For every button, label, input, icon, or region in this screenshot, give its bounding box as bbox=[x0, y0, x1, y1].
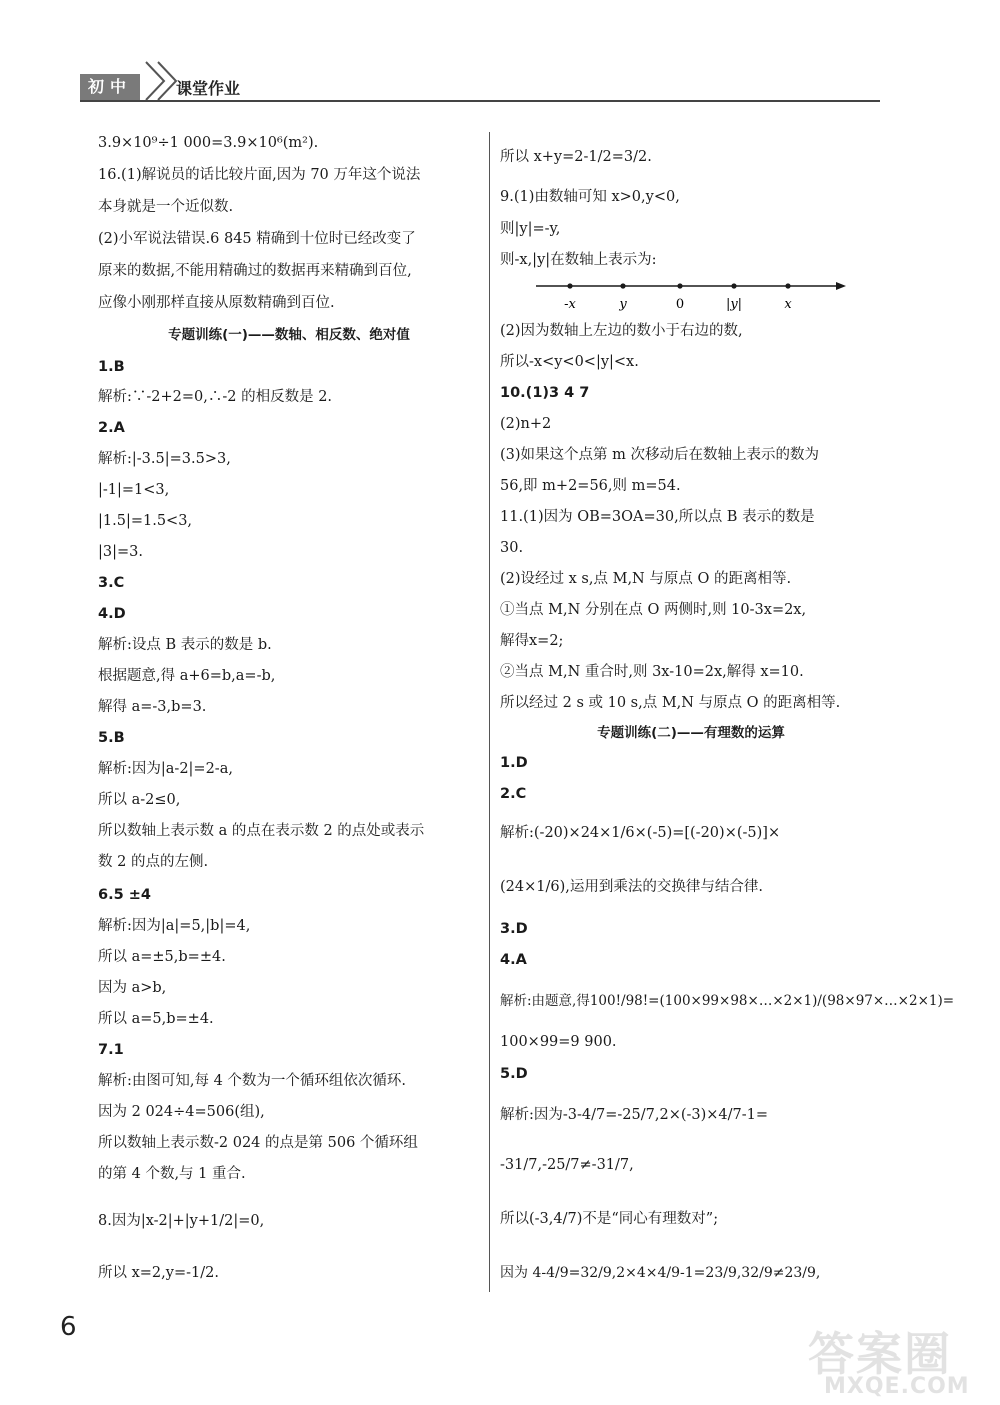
label-neg-x: -x bbox=[564, 297, 576, 312]
level-badge: 初中 bbox=[80, 74, 140, 100]
text-line: 所以经过 2 s 或 10 s,点 M,N 与原点 O 的距离相等. bbox=[500, 695, 841, 711]
text-line: 所以数轴上表示数 a 的点在表示数 2 的点处或表示 bbox=[98, 823, 425, 839]
text-line: 解析:由题意,得100!/98!=(100×99×98×…×2×1)/(98×97×…×2×1)= bbox=[500, 993, 955, 1009]
text-line: ①当点 M,N 分别在点 O 两侧时,则 10-3x=2x, bbox=[500, 602, 807, 618]
text-line: (2)小军说法错误.6 845 精确到十位时已经改变了 bbox=[98, 231, 416, 247]
text-line: 30. bbox=[500, 540, 524, 556]
text-line: 所以-x<y<0<|y|<x. bbox=[500, 354, 639, 370]
text-line: 8.因为|x-2|+|y+1/2|=0, bbox=[98, 1213, 265, 1229]
answer-line: 2.A bbox=[98, 420, 125, 436]
point-abs-y bbox=[731, 283, 736, 288]
label-zero: 0 bbox=[675, 297, 685, 312]
label-y: y bbox=[619, 297, 627, 312]
section-heading: 专题训练(一)——数轴、相反数、绝对值 bbox=[168, 327, 410, 343]
text-line: 所以 x=2,y=-1/2. bbox=[98, 1265, 219, 1281]
header-rule bbox=[80, 100, 880, 102]
watermark bbox=[808, 1318, 998, 1398]
text-line: 所以(-3,4/7)不是“同心有理数对”; bbox=[500, 1211, 719, 1227]
point-neg-x bbox=[567, 283, 572, 288]
text-line: 本身就是一个近似数. bbox=[98, 199, 234, 215]
text-line: 11.(1)因为 OB=3OA=30,所以点 B 表示的数是 bbox=[500, 509, 815, 525]
answer-line: 2.C bbox=[500, 786, 527, 802]
text-line: 解得x=2; bbox=[500, 633, 564, 649]
text-line: (2)设经过 x s,点 M,N 与原点 O 的距离相等. bbox=[500, 571, 792, 587]
answer-line: 1.D bbox=[500, 755, 528, 771]
text-line: 解析:(-20)×24×1/6×(-5)=[(-20)×(-5)]× bbox=[500, 825, 781, 841]
text-line: 解得 a=-3,b=3. bbox=[98, 699, 207, 715]
text-line: 则-x,|y|在数轴上表示为: bbox=[500, 252, 657, 268]
column-divider bbox=[489, 132, 490, 1292]
answer-line: 3.C bbox=[98, 575, 125, 591]
answer-line: 10.(1)3 4 7 bbox=[500, 385, 590, 401]
answer-line: 4.D bbox=[98, 606, 126, 622]
text-line: 因为 2 024÷4=506(组), bbox=[98, 1104, 265, 1120]
text-line: 16.(1)解说员的话比较片面,因为 70 万年这个说法 bbox=[98, 167, 421, 183]
text-line: 所以 a=5,b=±4. bbox=[98, 1011, 214, 1027]
text-line: 解析:因为|a|=5,|b|=4, bbox=[98, 918, 251, 934]
text-line: 所以 a-2≤0, bbox=[98, 792, 181, 808]
book-title: 课堂作业 bbox=[176, 79, 241, 98]
text-line: 所以 a=±5,b=±4. bbox=[98, 949, 226, 965]
text-line: 根据题意,得 a+6=b,a=-b, bbox=[98, 668, 276, 684]
text-line: 解析:因为-3-4/7=-25/7,2×(-3)×4/7-1= bbox=[500, 1107, 769, 1123]
text-line: 所以 x+y=2-1/2=3/2. bbox=[500, 149, 652, 165]
text-line: 解析:∵-2+2=0,∴-2 的相反数是 2. bbox=[98, 389, 333, 405]
answer-line: 6.5 ±4 bbox=[98, 887, 151, 903]
text-line: |3|=3. bbox=[98, 544, 143, 560]
answer-line: 7.1 bbox=[98, 1042, 124, 1058]
watermark-text: 答案圈 bbox=[808, 1327, 952, 1381]
answer-line: 5.B bbox=[98, 730, 125, 746]
text-line: 解析:设点 B 表示的数是 b. bbox=[98, 637, 272, 653]
text-line: 3.9×10⁹÷1 000=3.9×10⁶(m²). bbox=[98, 135, 319, 151]
answer-line: 4.A bbox=[500, 952, 527, 968]
text-line: |1.5|=1.5<3, bbox=[98, 513, 193, 529]
text-line: 应像小刚那样直接从原数精确到百位. bbox=[98, 295, 335, 311]
text-line: |-1|=1<3, bbox=[98, 482, 170, 498]
text-line: 56,即 m+2=56,则 m=54. bbox=[500, 478, 681, 494]
text-line: 9.(1)由数轴可知 x>0,y<0, bbox=[500, 189, 680, 205]
page-number: 6 bbox=[60, 1312, 77, 1342]
answer-line: 5.D bbox=[500, 1066, 528, 1082]
text-line: -31/7,-25/7≠-31/7, bbox=[500, 1157, 634, 1173]
text-line: 原来的数据,不能用精确过的数据再来精确到百位, bbox=[98, 263, 412, 279]
text-line: 解析:因为|a-2|=2-a, bbox=[98, 761, 233, 777]
text-line: (2)因为数轴上左边的数小于右边的数, bbox=[500, 323, 743, 339]
text-line: 100×99=9 900. bbox=[500, 1034, 617, 1050]
label-abs-y: |y| bbox=[725, 297, 743, 312]
answer-line: 3.D bbox=[500, 921, 528, 937]
watermark-site: MXQE.COM bbox=[824, 1374, 970, 1399]
text-line: 因为 a>b, bbox=[98, 980, 167, 996]
text-line: 数 2 的点的左侧. bbox=[98, 854, 209, 870]
point-zero bbox=[677, 283, 682, 288]
text-line: ②当点 M,N 重合时,则 3x-10=2x,解得 x=10. bbox=[500, 664, 804, 680]
text-line: (24×1/6),运用到乘法的交换律与结合律. bbox=[500, 879, 763, 895]
text-line: (3)如果这个点第 m 次移动后在数轴上表示的数为 bbox=[500, 447, 820, 463]
answer-line: 1.B bbox=[98, 359, 125, 375]
text-line: 因为 4-4/9=32/9,2×4×4/9-1=23/9,32/9≠23/9, bbox=[500, 1265, 821, 1281]
text-line: 解析:|-3.5|=3.5>3, bbox=[98, 451, 231, 467]
text-line: 则|y|=-y, bbox=[500, 221, 561, 237]
text-line: 解析:由图可知,每 4 个数为一个循环组依次循环. bbox=[98, 1073, 407, 1089]
number-line-figure bbox=[536, 278, 846, 314]
label-x: x bbox=[784, 297, 792, 312]
text-line: 的第 4 个数,与 1 重合. bbox=[98, 1166, 246, 1182]
point-x bbox=[785, 283, 790, 288]
text-line: (2)n+2 bbox=[500, 416, 552, 432]
page-header bbox=[80, 58, 880, 102]
text-line: 所以数轴上表示数-2 024 的点是第 506 个循环组 bbox=[98, 1135, 418, 1151]
section-heading: 专题训练(二)——有理数的运算 bbox=[597, 725, 785, 741]
point-y bbox=[620, 283, 625, 288]
